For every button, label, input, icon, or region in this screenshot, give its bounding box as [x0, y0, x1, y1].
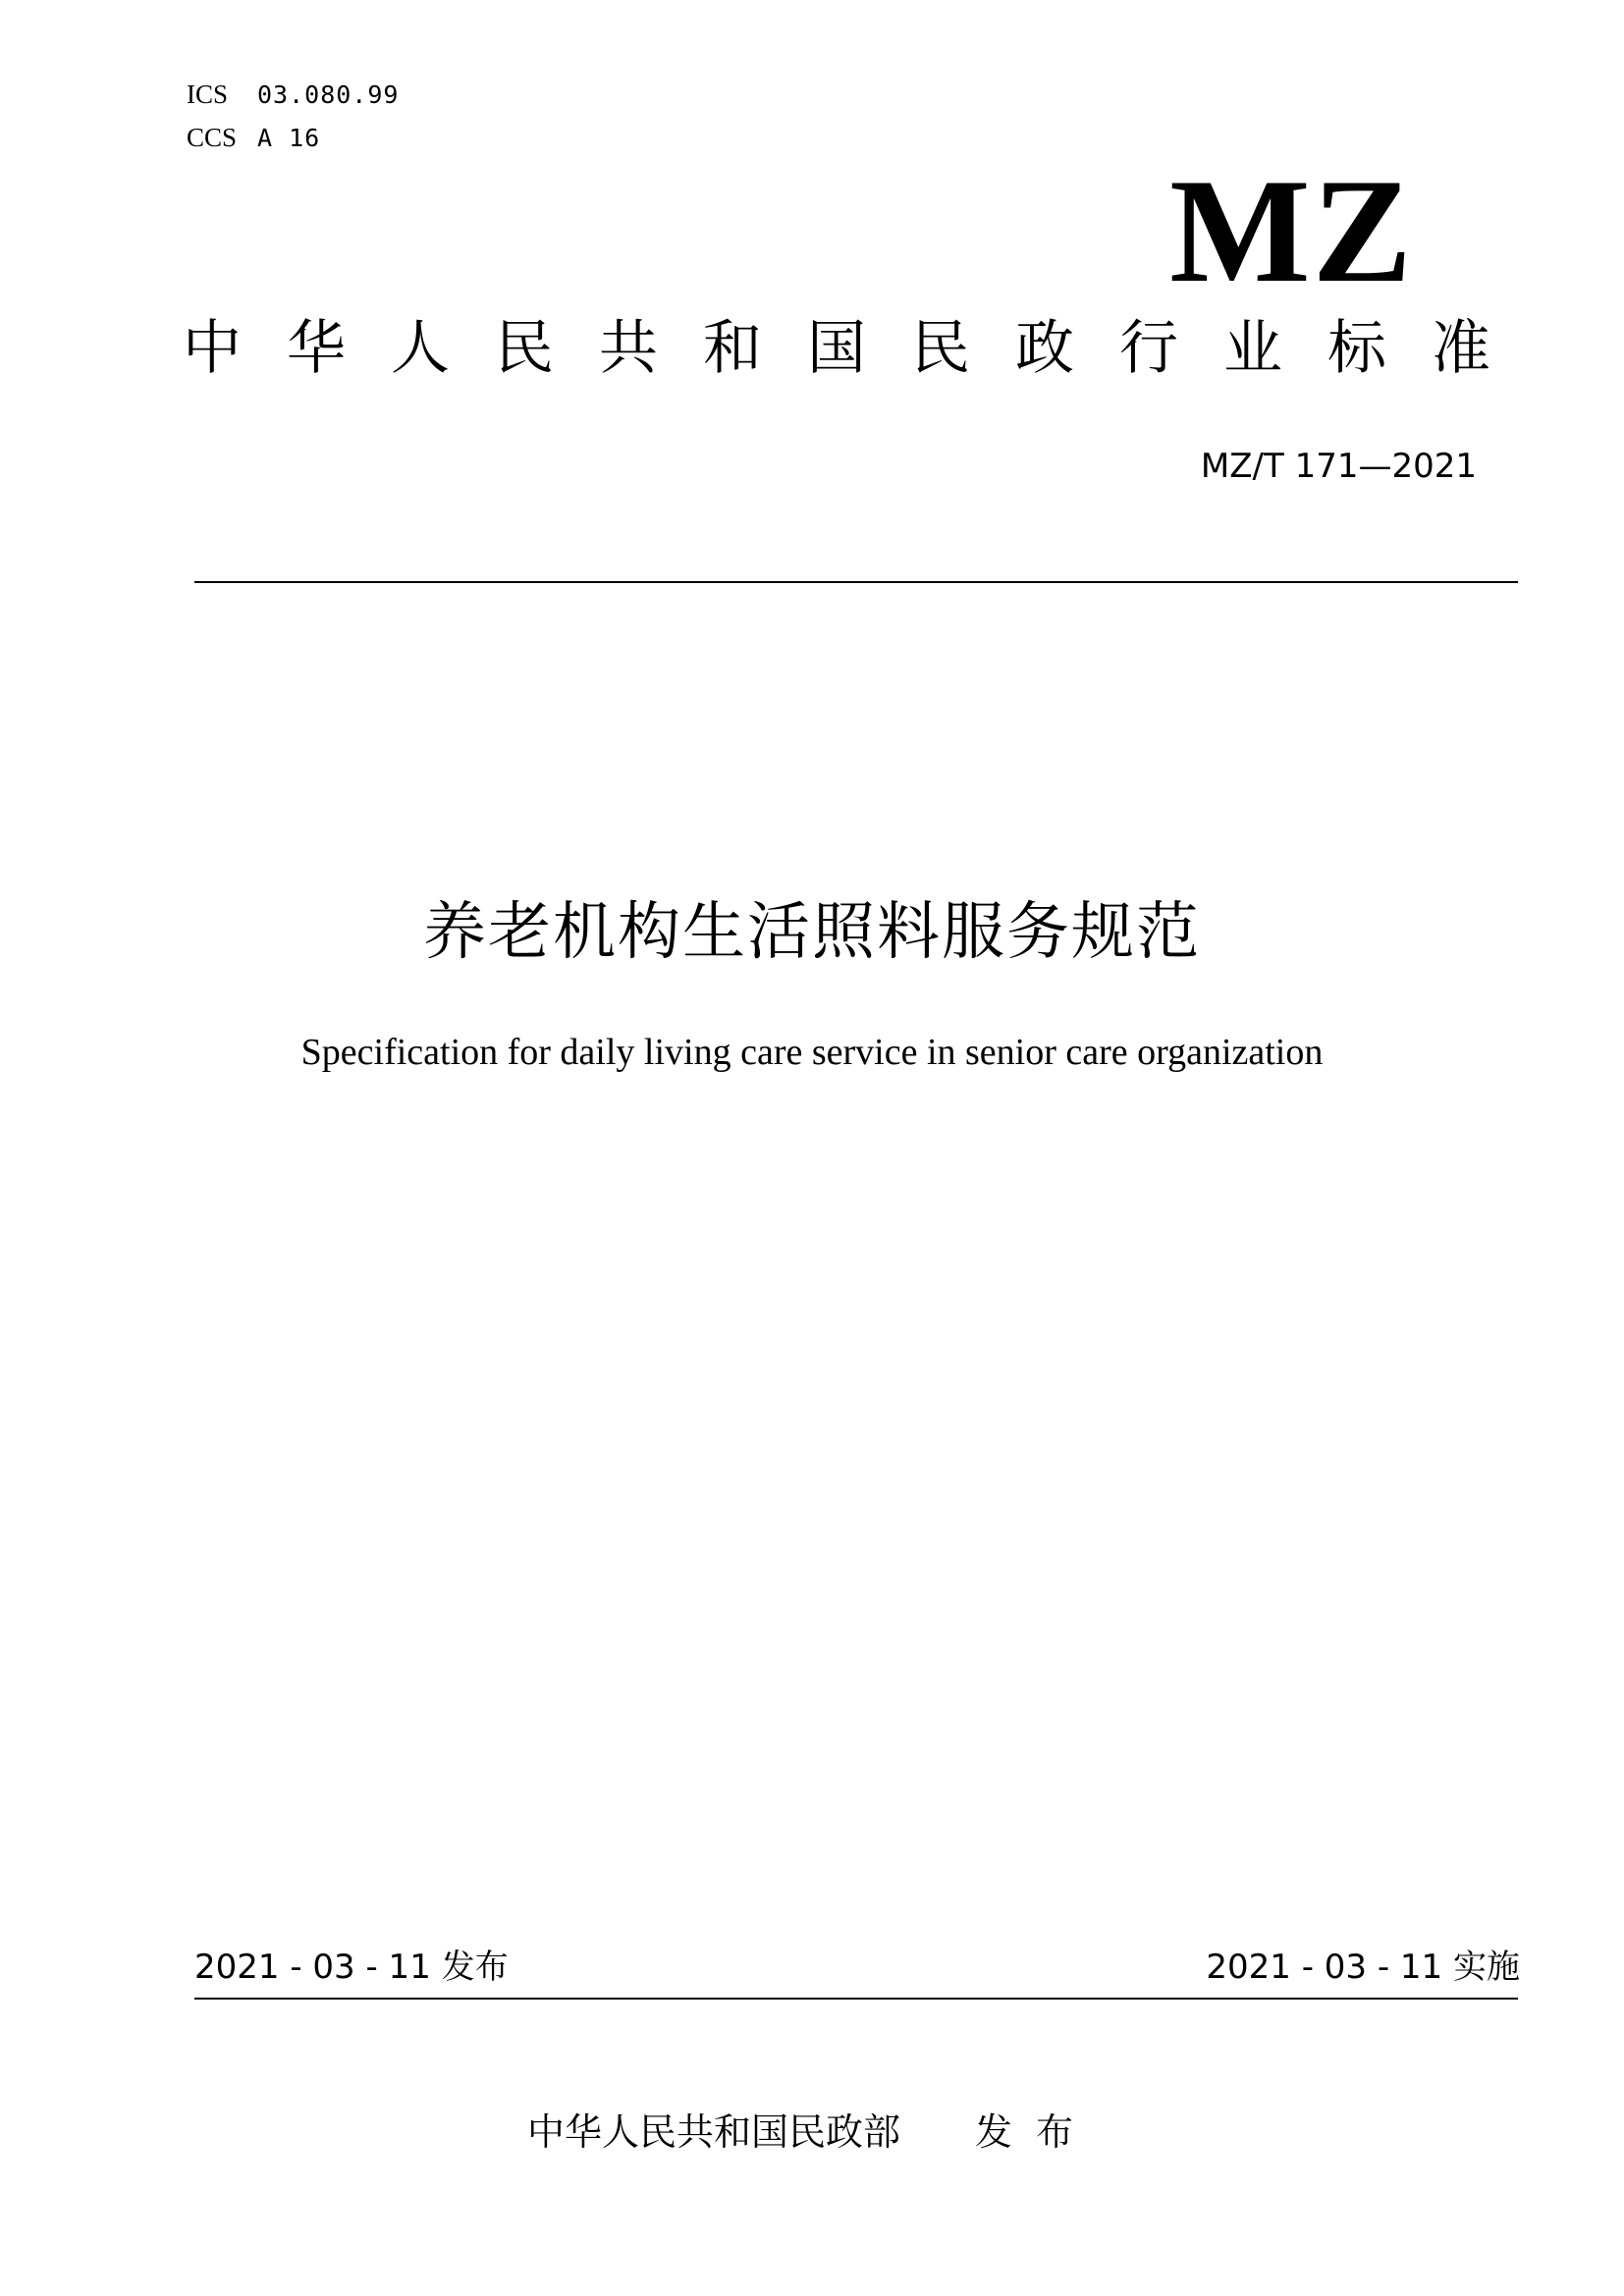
issuer-title: 中华人民共和国民政行业标准 — [183, 314, 1536, 383]
mz-logo: MZ — [1169, 148, 1414, 313]
ics-label: ICS — [187, 80, 229, 109]
ics-value: 03.080.99 — [257, 80, 400, 109]
document-title-english: Specification for daily living care service in senior care organization — [300, 1032, 1324, 1073]
ccs-label: CCS — [187, 123, 238, 152]
publisher-name: 中华人民共和国民政部 — [526, 2110, 900, 2154]
header-divider — [194, 581, 1518, 583]
ccs-classification — [187, 122, 320, 154]
document-title-chinese: 养老机构生活照料服务规范 — [423, 896, 1201, 969]
effective-date: 2021 - 03 - 11 实施 — [1206, 1948, 1520, 1987]
issue-date: 2021 - 03 - 11 发布 — [194, 1948, 509, 1987]
publisher-line — [0, 2109, 1624, 2156]
publish-action: 发布 — [975, 2110, 1098, 2154]
footer-divider — [194, 1998, 1518, 2000]
ccs-value: A 16 — [257, 124, 321, 152]
ics-classification — [187, 79, 399, 111]
standard-number: MZ/T 171—2021 — [1200, 447, 1477, 486]
